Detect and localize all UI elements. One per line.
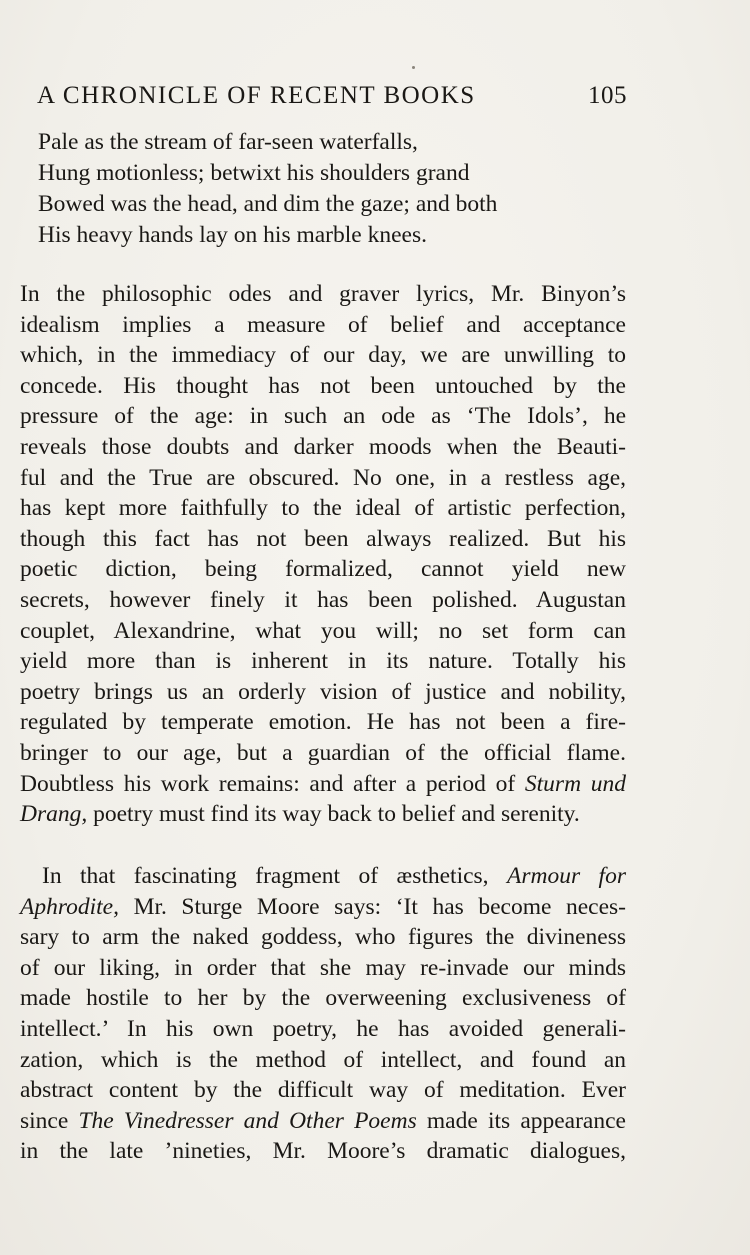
print-speck bbox=[412, 66, 415, 69]
paragraph-binyon bbox=[20, 279, 626, 830]
verse-line: His heavy hands lay on his marble knees. bbox=[38, 222, 427, 248]
text-line: poetry brings us an orderly vision of justice and nobility, bbox=[20, 678, 626, 705]
text-line: abstract content by the difficult way of meditation. Ever bbox=[20, 1077, 626, 1104]
text-run: In that fascinating fragment of æsthetics, bbox=[42, 863, 507, 889]
text-line: pressure of the age: in such an ode as ‘The Idols’, he bbox=[20, 403, 626, 430]
italic-title-run: Aphrodite, bbox=[20, 893, 119, 920]
text-line: ful and the True are obscured. No one, in a restless age, bbox=[20, 464, 626, 491]
text-line: couplet, Alexandrine, what you will; no set form can bbox=[20, 617, 626, 644]
text-line: intellect.’ In his own poetry, he has avoided generali- bbox=[20, 1015, 626, 1042]
text-line: concede. His thought has not been untouched by the bbox=[20, 372, 626, 399]
text-run: since bbox=[20, 1107, 79, 1134]
running-head-title: A CHRONICLE OF RECENT BOOKS bbox=[37, 82, 476, 109]
verse-line: Bowed was the head, and dim the gaze; and both bbox=[38, 191, 498, 217]
italic-title-run: Drang, bbox=[20, 801, 88, 828]
text-line: reveals those doubts and darker moods when the Beauti- bbox=[20, 433, 626, 460]
text-line: poetic diction, being formalized, cannot yield new bbox=[20, 556, 626, 583]
text-line: sary to arm the naked goddess, who figures the divineness bbox=[20, 924, 626, 951]
text-line bbox=[20, 892, 626, 923]
text-line: in the late ’nineties, Mr. Moore’s dramatic dialogues, bbox=[20, 1138, 626, 1165]
text-run: made its appearance bbox=[416, 1107, 626, 1134]
text-line: which, in the immediacy of our day, we are unwilling to bbox=[20, 342, 626, 369]
text-line: though this fact has not been always realized. But his bbox=[20, 525, 626, 552]
verse-line: Pale as the stream of far-seen waterfalls, bbox=[38, 129, 418, 155]
text-line: In the philosophic odes and graver lyrics, Mr. Binyon’s bbox=[20, 281, 626, 307]
text-line bbox=[20, 1106, 626, 1137]
text-run: Doubtless his work remains: and after a period of bbox=[20, 770, 525, 797]
text-line bbox=[20, 861, 626, 892]
page-number: 105 bbox=[588, 82, 627, 109]
text-line: secrets, however finely it has been polished. Augustan bbox=[20, 586, 626, 613]
italic-title-run: Sturm und bbox=[524, 770, 626, 797]
text-line bbox=[20, 769, 626, 800]
text-line bbox=[20, 799, 626, 830]
text-line: zation, which is the method of intellect, and found an bbox=[20, 1046, 626, 1073]
text-line: bringer to our age, but a guardian of the official flame. bbox=[20, 739, 626, 766]
text-line: yield more than is inherent in its nature. Totally his bbox=[20, 648, 626, 675]
text-line: has kept more faithfully to the ideal of artistic perfection, bbox=[20, 495, 626, 522]
verse-line: Hung motionless; betwixt his shoulders grand bbox=[38, 160, 470, 186]
italic-title-run: Armour for bbox=[507, 863, 626, 889]
text-line: of our liking, in order that she may re-invade our minds bbox=[20, 954, 626, 981]
italic-title-run: The Vinedresser and Other Poems bbox=[78, 1107, 417, 1134]
text-run: Mr. Sturge Moore says: ‘It has become neces- bbox=[119, 893, 626, 920]
running-head bbox=[37, 80, 627, 112]
verse-quotation bbox=[38, 127, 628, 251]
text-run: poetry must find its way back to belief and serenity. bbox=[87, 801, 580, 828]
paragraph-sturge-moore bbox=[20, 861, 626, 1167]
text-line: made hostile to her by the overweening exclusiveness of bbox=[20, 985, 626, 1012]
text-line: idealism implies a measure of belief and acceptance bbox=[20, 311, 626, 338]
text-line: regulated by temperate emotion. He has not been a fire- bbox=[20, 709, 626, 736]
